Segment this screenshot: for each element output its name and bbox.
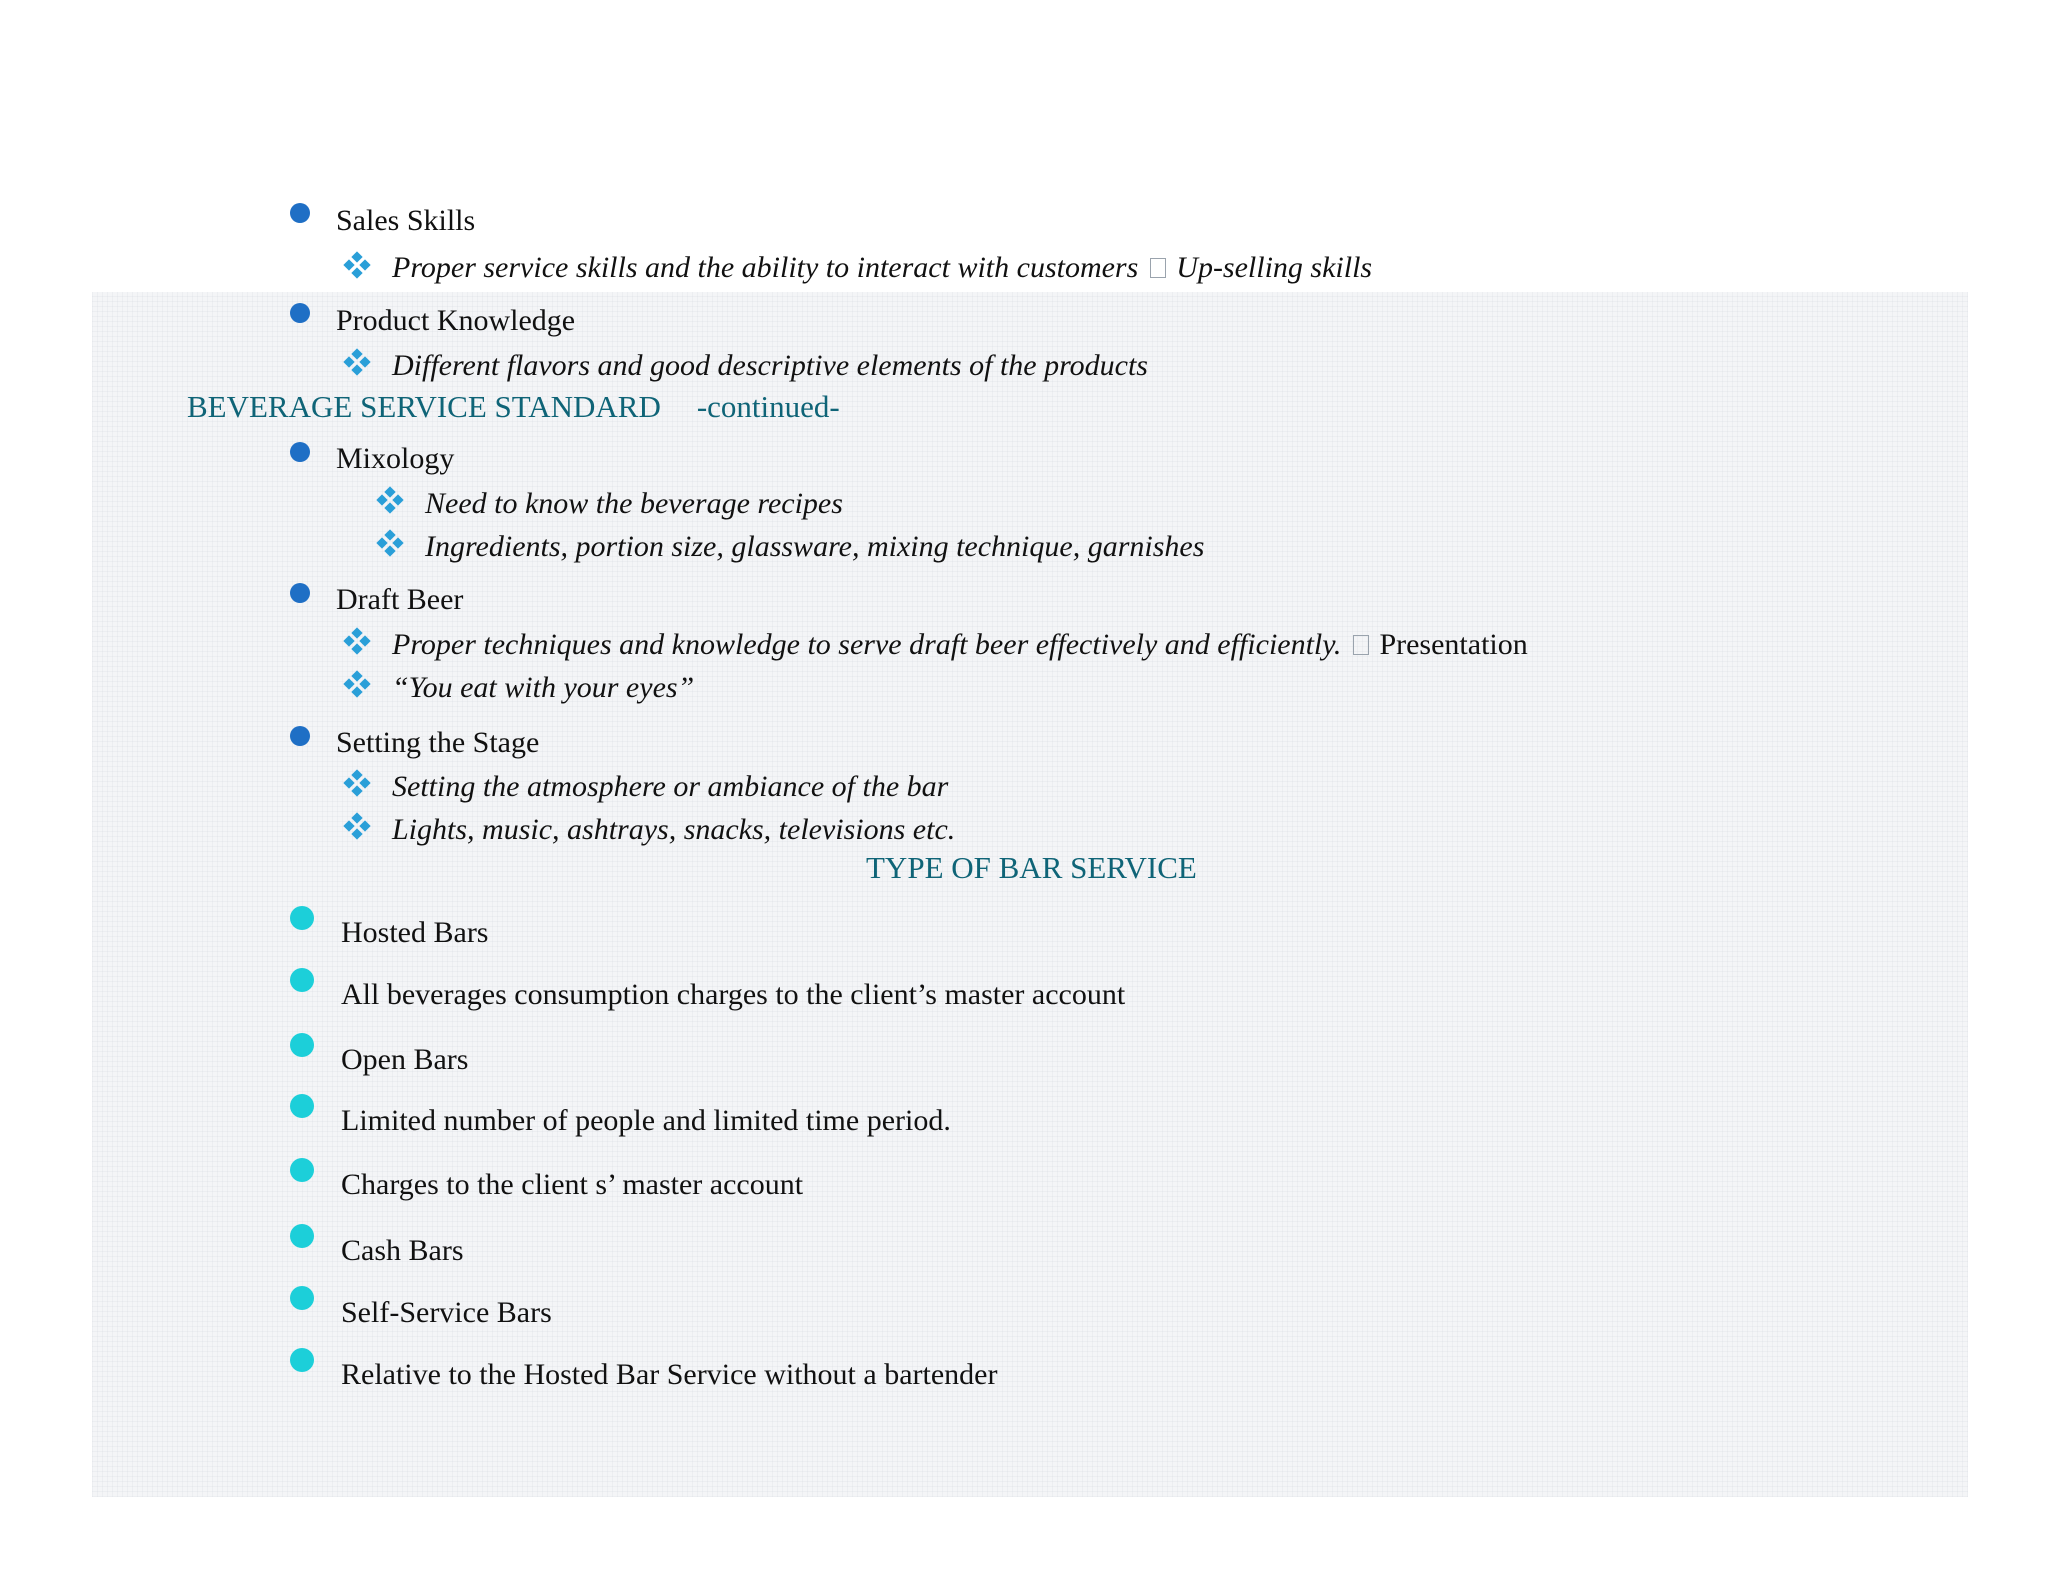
sub-item-tail: Presentation [1379, 628, 1528, 661]
bar-item-cash-bars: Cash Bars [341, 1234, 464, 1267]
heading-title: BEVERAGE SERVICE STANDARD [187, 389, 661, 424]
sub-item-techniques [392, 630, 1528, 660]
heading-beverage-service-standard [187, 391, 840, 422]
bullet-draft-beer [290, 583, 310, 603]
sub-item-service-skills [392, 253, 1372, 283]
box-glyph-icon [1150, 258, 1166, 278]
diamond-bullet-icon [377, 530, 403, 556]
sub-item-text: Proper service skills and the ability to interact with customers [392, 251, 1139, 284]
item-draft-beer: Draft Beer [336, 583, 464, 616]
bullet-setting-the-stage [290, 726, 310, 746]
bullet-mixology [290, 442, 310, 462]
sub-item-lights: Lights, music, ashtrays, snacks, televisions etc. [392, 813, 956, 846]
bullet-product-knowledge [290, 303, 310, 323]
diamond-bullet-icon [344, 628, 370, 654]
bullet-charges [290, 1158, 314, 1182]
bullet-all-beverages [290, 968, 314, 992]
sub-item-flavors: Different flavors and good descriptive elements of the products [392, 349, 1148, 382]
bullet-hosted-bars [290, 906, 314, 930]
bar-item-charges: Charges to the client s’ master account [341, 1168, 804, 1201]
heading-suffix: -continued- [696, 389, 840, 424]
diamond-bullet-icon [344, 770, 370, 796]
bullet-relative [290, 1348, 314, 1372]
item-setting-the-stage: Setting the Stage [336, 726, 540, 759]
bullet-cash-bars [290, 1224, 314, 1248]
heading-type-of-bar-service: TYPE OF BAR SERVICE [866, 850, 1197, 885]
diamond-bullet-icon [344, 813, 370, 839]
sub-item-recipes: Need to know the beverage recipes [425, 487, 843, 520]
item-mixology: Mixology [336, 442, 455, 475]
diamond-bullet-icon [377, 487, 403, 513]
bar-item-open-bars: Open Bars [341, 1043, 469, 1076]
bullet-sales-skills [290, 203, 310, 223]
bar-item-all-beverages: All beverages consumption charges to the client’s master account [341, 978, 1126, 1011]
diamond-bullet-icon [344, 349, 370, 375]
sub-item-atmosphere: Setting the atmosphere or ambiance of the bar [392, 770, 949, 803]
sub-item-eyes: “You eat with your eyes” [392, 671, 695, 704]
bar-item-limited-number: Limited number of people and limited time period. [341, 1104, 951, 1137]
bullet-open-bars [290, 1033, 314, 1057]
bullet-limited-number [290, 1094, 314, 1118]
bar-item-hosted-bars: Hosted Bars [341, 916, 489, 949]
item-sales-skills: Sales Skills [336, 204, 476, 237]
bar-item-self-service-bars: Self-Service Bars [341, 1296, 552, 1329]
sub-item-tail: Up-selling skills [1176, 251, 1373, 284]
diamond-bullet-icon [344, 252, 370, 278]
diamond-bullet-icon [344, 671, 370, 697]
item-product-knowledge: Product Knowledge [336, 304, 576, 337]
box-glyph-icon [1353, 635, 1369, 655]
sub-item-ingredients: Ingredients, portion size, glassware, mixing technique, garnishes [425, 530, 1205, 563]
bar-item-relative: Relative to the Hosted Bar Service without a bartender [341, 1358, 998, 1391]
bullet-self-service-bars [290, 1286, 314, 1310]
sub-item-text: Proper techniques and knowledge to serve draft beer effectively and efficiently. [392, 628, 1342, 661]
